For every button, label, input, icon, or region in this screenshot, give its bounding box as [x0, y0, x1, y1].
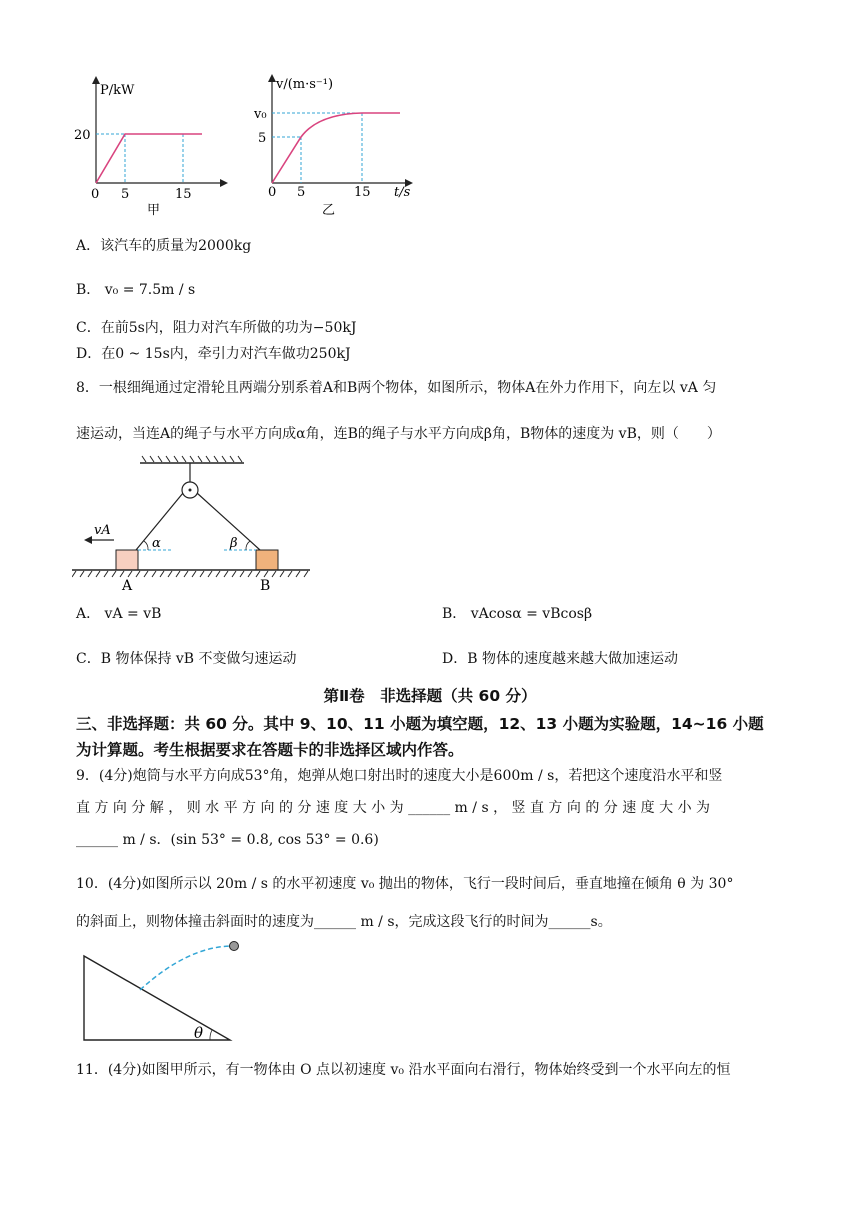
- block-a: [116, 550, 138, 570]
- q7-option-a: A．该汽车的质量为2000kg: [76, 238, 252, 254]
- q8-option-b: B． vAcosα = vBcosβ: [442, 606, 593, 622]
- block-b: [256, 550, 278, 570]
- xtick-15: 15: [354, 185, 371, 200]
- q8-option-d: D．B 物体的速度越来越大做加速运动: [442, 651, 678, 667]
- q8-option-c: C．B 物体保持 vB 不变做匀速运动: [76, 651, 297, 667]
- incline-figure: [78, 938, 258, 1048]
- q8-stem-line1: 8．一根细绳通过定滑轮且两端分别系着A和B两个物体，如图所示，物体A在外力作用下，向左以 vA 匀: [76, 380, 717, 396]
- caption-yi: 乙: [322, 203, 336, 218]
- xtick-0: 0: [91, 187, 100, 202]
- xtick-0: 0: [268, 185, 277, 200]
- part2-title: 第Ⅱ卷 非选择题（共 60 分）: [323, 687, 537, 705]
- caption-jia: 甲: [147, 203, 161, 218]
- xtick-15: 15: [175, 187, 192, 202]
- label-a: A: [122, 578, 133, 594]
- q7-option-c: C．在前5s内，阻力对汽车所做的功为−50kJ: [76, 320, 357, 336]
- label-va: vA: [94, 523, 111, 538]
- q8-option-a: A． vA = vB: [76, 606, 162, 622]
- pulley-figure: [72, 455, 322, 595]
- q8-stem-line2: 速运动，当连A的绳子与水平方向成α角，连B的绳子与水平方向成β角，B物体的速度为 vB，则（ ）: [76, 426, 721, 442]
- ytick-v0: v₀: [254, 107, 267, 122]
- ytick-20: 20: [74, 128, 91, 143]
- p-axis-label: P/kW: [100, 83, 135, 98]
- q11-line1: 11．(4分)如图甲所示，有一物体由 O 点以初速度 v₀ 沿水平面向右滑行，物体始终受到一个水平向左的恒: [76, 1062, 731, 1078]
- label-b: B: [260, 578, 271, 594]
- label-theta: θ: [194, 1024, 204, 1042]
- velocity-time-graph: [240, 68, 430, 220]
- q9-line3: ______ m / s．(sin 53° = 0.8, cos 53° = 0.6): [76, 832, 379, 848]
- incline: [84, 956, 230, 1040]
- q7-option-b: B． v₀ = 7.5m / s: [76, 282, 196, 298]
- power-time-graph: [70, 70, 240, 220]
- label-beta: β: [230, 536, 238, 551]
- label-alpha: α: [152, 536, 161, 551]
- xtick-5: 5: [121, 187, 130, 202]
- ball: [230, 942, 239, 951]
- velocity-curve: [272, 113, 400, 183]
- trajectory: [140, 946, 233, 990]
- v-axis-label: v/(m·s⁻¹): [276, 77, 334, 92]
- section-3-heading-line2: 为计算题。考生根据要求在答题卡的非选择区域内作答。: [76, 741, 464, 759]
- section-3-heading-line1: 三、非选择题：共 60 分。其中 9、10、11 小题为填空题，12、13 小题为实验题，14~16 小题: [76, 715, 764, 733]
- q10-line2: 的斜面上，则物体撞击斜面时的速度为______ m / s，完成这段飞行的时间为______s。: [76, 914, 612, 930]
- q7-option-d: D．在0 ~ 15s内，牵引力对汽车做功250kJ: [76, 346, 351, 362]
- ytick-5: 5: [258, 131, 267, 146]
- q10-line1: 10．(4分)如图所示以 20m / s 的水平初速度 v₀ 抛出的物体，飞行一段时间后，垂直地撞在倾角 θ 为 30°: [76, 876, 734, 892]
- power-curve: [96, 134, 202, 183]
- t-axis-label: t/s: [394, 185, 411, 200]
- q9-line2: 直 方 向 分 解 ， 则 水 平 方 向 的 分 速 度 大 小 为 ______ m / s ， 竖 直 方 向 的 分 速 度 大 小 为: [76, 800, 711, 816]
- xtick-5: 5: [297, 185, 306, 200]
- q9-line1: 9．(4分)炮筒与水平方向成53°角，炮弹从炮口射出时的速度大小是600m / s，若把这个速度沿水平和竖: [76, 768, 723, 784]
